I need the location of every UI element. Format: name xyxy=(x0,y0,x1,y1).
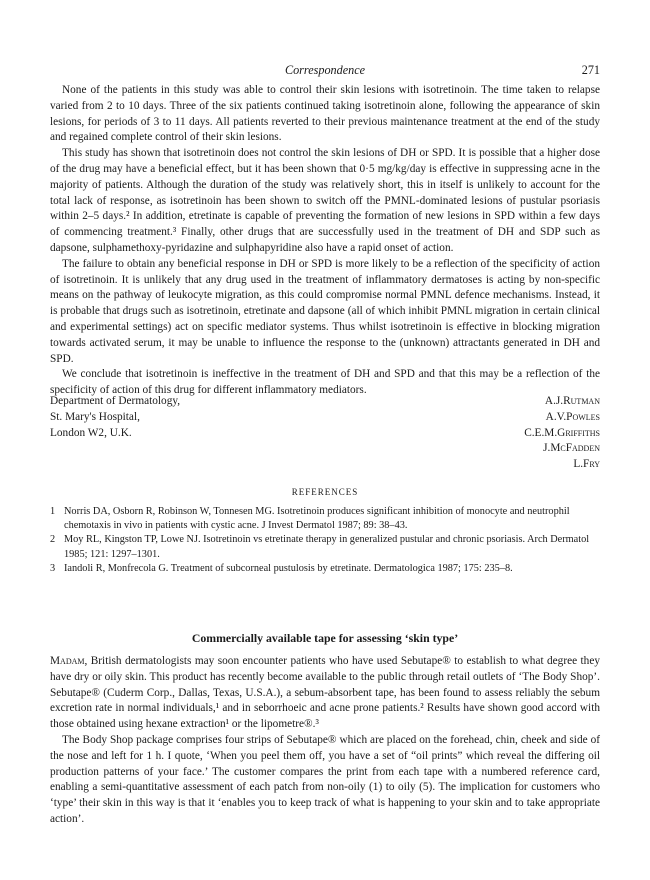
reference-number: 2 xyxy=(50,534,56,546)
affiliation-line: London W2, U.K. xyxy=(50,426,132,439)
page-header xyxy=(50,63,600,81)
reference-item xyxy=(50,505,600,533)
author-name: C.E.M.Griffiths xyxy=(524,426,600,439)
paragraph xyxy=(50,654,600,733)
reference-text: Iandoli R, Monfrecola G. Treatment of subcorneal pustulosis by etretinate. Dermatologica 1987; 175: 235–8. xyxy=(64,562,513,574)
page-number: 271 xyxy=(581,63,600,77)
affiliation-line: Department of Dermatology, xyxy=(50,395,181,407)
reference-text: Moy RL, Kingston TP, Lowe NJ. Isotretinoin vs etretinate therapy in generalized pustular and chronic psoriasis. Arch Dermatol 1985; 121: 1297–1301. xyxy=(64,534,590,560)
author-name: J.McFadden xyxy=(543,442,600,455)
affiliation xyxy=(50,394,180,441)
reference-list xyxy=(50,505,600,576)
running-title: Correspondence xyxy=(284,63,366,77)
letter-title: Commercially available tape for assessing ‘skin type’ xyxy=(191,631,459,645)
reference-number: 1 xyxy=(50,506,56,517)
letter-body xyxy=(50,654,600,828)
paragraph: The Body Shop package comprises four strips of Sebutape® which are placed on the forehead, chin, cheek and side of the nose and left for 1 h. I quote, ‘When you peel them off, you have a set of “oil prints” which reveal the differing oil production patterns of your face.’ The customer compares the print from each tape with a numbered reference card, enabling a semi-quantitative assessment of each patch from non-oily (1) to oily (5). The implication for customers who ‘type’ their skin in this way is that it ‘enables you to keep track of what is happening to your skin and to take appropriate action’. xyxy=(50,733,600,825)
reference-number: 3 xyxy=(50,562,56,574)
reference-item xyxy=(50,562,600,576)
author-name: A.J.Rutman xyxy=(544,395,600,407)
salutation: Madam, xyxy=(50,655,88,667)
letter-body xyxy=(50,83,600,399)
paragraph: The failure to obtain any beneficial response in DH or SPD is more likely to be a reflection of the specificity of action of isotretinoin. It is unlikely that any drug used in the treatment of inflammatory dermatoses is acting by non-specific means on the pathway of leukocyte migration, as this could compromise normal PMNL defence mechanisms. Instead, it is probable that drugs such as isotretinoin, etretinate and dapsone (all of which inhibit PMNL migration in certain clinical and experimental settings) act on specific mediator systems. Thus whilst isotretinoin is effective in blocking migration towards activated serum, it may be unable to influence the response to the (unknown) attractants generated in DH and SPD. xyxy=(50,257,600,365)
paragraph: None of the patients in this study was able to control their skin lesions with isotretinoin. The time taken to relapse varied from 2 to 10 days. Three of the six patients continued taking isotretinoin alone, following the appearance of skin lesions, for periods of 3 to 11 days. All patients reverted to their previous maintenance treatment at the end of the study and regained complete control of their skin lesions. xyxy=(50,84,600,144)
reference-text: Norris DA, Osborn R, Robinson W, Tonnesen MG. Isotretinoin produces significant inhibition of monocyte and neutrophil chemotaxis in vivo in patients with cystic acne. J Invest Dermatol 1987; 89: 38–43. xyxy=(64,506,570,532)
reference-item xyxy=(50,533,600,561)
author-name: A.V.Powles xyxy=(545,410,600,423)
affiliation-line: St. Mary's Hospital, xyxy=(50,410,140,423)
paragraph: We conclude that isotretinoin is ineffective in the treatment of DH and SPD and that this may be a reflection of the specificity of action of this drug for different inflammatory mediators. xyxy=(50,368,600,397)
references-heading: REFERENCES xyxy=(291,487,359,497)
paragraph: This study has shown that isotretinoin does not control the skin lesions of DH or SPD. It is possible that a higher dose of the drug may have a beneficial effect, but it has been shown that 0·5 mg/kg/day is effective in suppressing acne in the majority of patients. Although the duration of the study was relatively short, this in itself is unlikely to account for the total lack of response, as isotretinoin has been shown to switch off the PMNL-dominated lesions of pustular psoriasis within 2–5 days.² In addition, etretinate is capable of preventing the formation of new lesions in SPD within a few days of commencing treatment.³ Finally, other drugs that are successfully used in the treatment of DH and SDP such as dapsone, sulphamethoxy-pyridazine and sulphapyridine also have a rapid onset of action. xyxy=(50,147,600,254)
paragraph-text: British dermatologists may soon encounter patients who have used Sebutape® to establish to what degree they have dry or oily skin. This product has recently become available to the public through retail outlets of ‘The Body Shop’. Sebutape® (Cuderm Corp., Dallas, Texas, U.S.A.), a sebum-absorbent tape, has been found to assess reliably the sebum excretion rate in normal individuals,¹ and in seborrhoeic and acne prone patients.² Results have shown good accord with those obtained using hexane extraction¹ or the lipometre®.³ xyxy=(50,655,600,731)
author-name: L.Fry xyxy=(573,458,600,471)
author-list xyxy=(524,394,600,473)
